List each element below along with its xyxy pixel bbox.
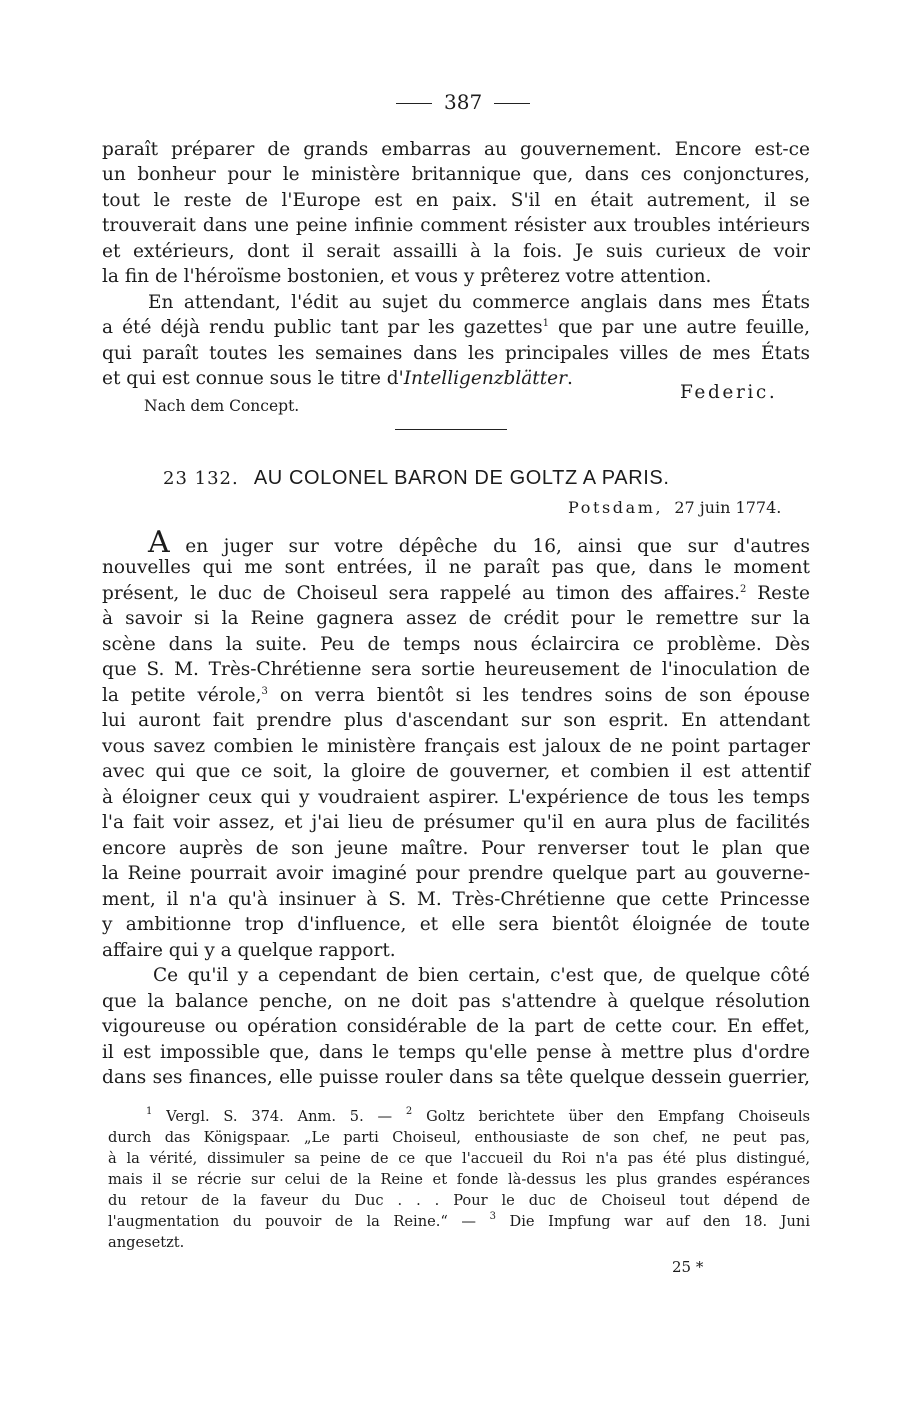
text-line: présent, le duc de Choiseul sera rappelé au timon des affaires.$^2$ Reste (102, 583, 810, 604)
page-header (384, 90, 542, 114)
italic-term: Intelligenzblätter (403, 368, 567, 389)
text-line: l'a fait voir assez, et j'ai lieu de présumer qu'il en aura plus de facilités (102, 812, 810, 833)
text-line: la fin de l'héroïsme bostonien, et vous y prêterez votre attention. (102, 266, 712, 287)
letter-title: AU COLONEL BARON DE GOLTZ A PARIS. (253, 467, 670, 489)
text-line: nouvelles qui me sont entrées, il ne paraît pas que, dans le moment (102, 557, 810, 578)
text-line: Ce qu'il y a cependant de bien certain, c'est que, de quelque côté (153, 965, 810, 986)
text-line: y ambitionne trop d'influence, et elle sera bientôt éloignée de toute (102, 914, 810, 935)
footnote-line: durch das Königspaar. „Le parti Choiseul, enthousiaste de son chef, ne peut pas, (108, 1129, 810, 1146)
letter-dateline (568, 498, 781, 517)
signature-mark: 25 * (672, 1258, 704, 1276)
text-line: que S. M. Très-Chrétienne sera sortie heureusement de l'inoculation de (102, 659, 810, 680)
text-line: la petite vérole,$^3$ on verra bientôt si les tendres soins de son épouse (102, 685, 810, 706)
header-dash-right (494, 103, 530, 104)
footnote-line: mais il se récrie sur celui de la Reine et fonde là-dessus les plus grandes espérances (108, 1171, 810, 1188)
source-note: Nach dem Concept. (144, 397, 300, 415)
separator-rule (395, 429, 507, 430)
text-line: paraît préparer de grands embarras au gouvernement. Encore est-ce (102, 139, 810, 160)
letter-date: 27 juin 1774. (674, 498, 782, 517)
footnote-ref: 2 (740, 584, 747, 595)
text-line: un bonheur pour le ministère britannique que, dans ces conjonctures, (102, 164, 810, 185)
text-line: avec qui que ce soit, la gloire de gouverner, et combien il est attentif (102, 761, 810, 782)
drop-cap: A (148, 525, 170, 560)
footnote-line: à la vérité, dissimuler sa peine de ce que l'accueil du Roi n'a pas été plus distingué, (108, 1150, 810, 1167)
letter-number: 23 132. (163, 468, 239, 489)
signature: Federic. (680, 382, 778, 403)
text-line: la Reine pourrait avoir imaginé pour prendre quelque part au gouverne- (102, 863, 810, 884)
letter-place: Potsdam, (568, 498, 664, 517)
header-dash-left (396, 103, 432, 104)
text-line: dans ses finances, elle puisse rouler dans sa tête quelque dessein guerrier, (102, 1067, 810, 1088)
footnote-line: du retour de la faveur du Duc . . . Pour le duc de Choiseul tout dépend de (108, 1192, 810, 1209)
footnote-line: l'augmentation du pouvoir de la Reine.“ — $^3$ Die Impfung war auf den 18. Juni (108, 1211, 810, 1230)
text-line: En attendant, l'édit au sujet du commerce anglais dans mes États (148, 292, 810, 313)
text-line: que la balance penche, on ne doit pas s'attendre à quelque résolution (102, 991, 810, 1012)
text-line: a été déjà rendu public tant par les gazettes$^1$ que par une autre feuille, (102, 317, 810, 338)
text-line: encore auprès de son jeune maître. Pour renverser tout le plan que (102, 838, 810, 859)
text-line: trouverait dans une peine infinie comment résister aux troubles intérieurs (102, 215, 810, 236)
text-line: ment, il n'a qu'à insinuer à S. M. Très-Chrétienne que cette Princesse (102, 889, 810, 910)
text-line: scène dans la suite. Peu de temps nous éclaircira ce problème. Dès (102, 634, 810, 655)
footnote-line: angesetzt. (108, 1234, 185, 1251)
footnote-line: $^1$ Vergl. S. 374. Anm. 5. — $^2$ Goltz berichtete über den Empfang Choiseuls (146, 1106, 810, 1125)
text-line: il est impossible que, dans le temps qu'elle pense à mettre plus d'ordre (102, 1042, 810, 1063)
text-line: à éloigner ceux qui y voudraient aspirer. L'expérience de tous les temps (102, 787, 810, 808)
footnote-ref: 3 (261, 686, 268, 697)
footnote-ref: 1 (542, 318, 549, 329)
text-line: vous savez combien le ministère français est jaloux de ne point partager (102, 736, 810, 757)
text-line: et qui est connue sous le titre d'Intelligenzblätter. (102, 368, 573, 389)
text-line: à savoir si la Reine gagnera assez de crédit pour le remettre sur la (102, 608, 810, 629)
text-line: A en juger sur votre dépêche du 16, ainsi que sur d'autres (148, 525, 810, 560)
text-line: vigoureuse ou opération considérable de la part de cette cour. En effet, (102, 1016, 810, 1037)
text-line: et extérieurs, dont il serait assailli à la fois. Je suis curieux de voir (102, 241, 810, 262)
page-number: 387 (444, 90, 483, 114)
text-line: qui paraît toutes les semaines dans les principales villes de mes États (102, 343, 810, 364)
letter-heading (163, 467, 670, 490)
text-line: affaire qui y a quelque rapport. (102, 940, 396, 961)
text-line: tout le reste de l'Europe est en paix. S'il en était autrement, il se (102, 190, 810, 211)
text-line: lui auront fait prendre plus d'ascendant sur son esprit. En attendant (102, 710, 810, 731)
